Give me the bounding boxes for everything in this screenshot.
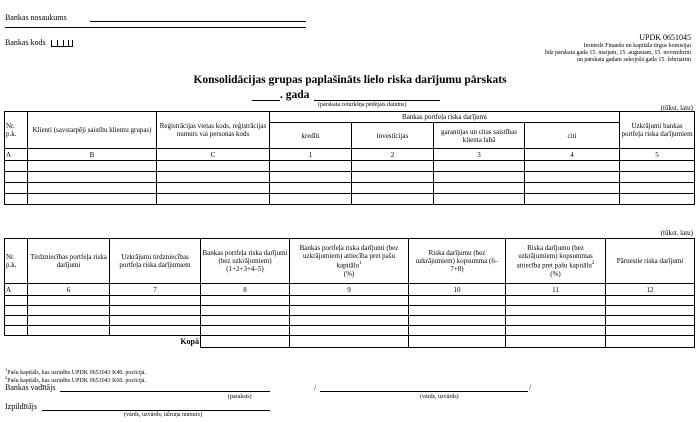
t1-header-nr: Nr. p.k. — [5, 112, 28, 149]
t1-header-investments: investīcijas — [352, 123, 434, 149]
year-field[interactable] — [252, 89, 280, 101]
bank-code-label: Bankas kods — [5, 38, 46, 47]
t1-header-clients: Klienti (savstarpēji saistītu klientu grupas) — [28, 112, 157, 149]
date-field[interactable] — [314, 89, 440, 101]
total-cell[interactable] — [201, 336, 290, 348]
submission-note — [545, 43, 691, 64]
t1-code: C — [157, 149, 270, 161]
total-cell[interactable] — [506, 336, 606, 348]
footnote-1-text: Pašu kapitāls, kas uzrādīts UPDK 0651043 K40. pozīcijā. — [7, 370, 146, 376]
footnote-mark-1: 1 — [5, 367, 8, 372]
table-row[interactable] — [5, 183, 695, 194]
footnote-mark-2: 2 — [5, 375, 8, 380]
bank-name-label: Bankas nosaukums — [5, 13, 67, 22]
t2-header-trading: Tirdzniecības portfeļa riska darījumi — [28, 239, 110, 284]
t2-header-total-ratio-text: Riska darījumu (bez uzkrājumiem) kopsummas attiecība pret pašu kapitālu — [516, 244, 593, 270]
t2-header-bank-ratio — [290, 239, 409, 284]
t1-header-guarantees: garantijas un citas saistības klienta labā — [434, 123, 525, 149]
t2-header-total-ratio — [506, 239, 606, 284]
bank-code-boxes[interactable] — [51, 40, 73, 47]
footnote-ref-1: 1 — [359, 261, 362, 267]
t2-header-bank-ratio-text: Bankas portfeļa riska darījumi (bez uzkrājumiem) attiecība pret pašu kapitālu — [299, 244, 399, 270]
total-cell[interactable] — [290, 336, 409, 348]
date-hint: (pārskata ceturkšņa pēdējais datums) — [318, 102, 407, 108]
t1-header-other: citi — [525, 123, 620, 149]
slash-left: / — [314, 383, 317, 392]
total-cell[interactable] — [409, 336, 506, 348]
submission-note-line: Iesniedz Finanšu un kapitāla tirgus komisijai — [583, 43, 691, 49]
year-suffix: . gada — [280, 89, 310, 101]
total-row — [5, 336, 695, 348]
t1-code: 2 — [352, 149, 434, 161]
table-row[interactable] — [5, 306, 695, 316]
executor-hint: (vārds, uzvārds; tālruņa numurs) — [124, 412, 202, 418]
executor-field[interactable] — [42, 402, 270, 411]
t1-code: 4 — [525, 149, 620, 161]
t2-header-bank-no-accruals: Bankas portfeļa riska darījumi (bez uzkrājumiem) (1+2+3+4–5) — [201, 239, 290, 284]
table-1 — [4, 111, 695, 205]
table-2 — [4, 238, 695, 348]
total-cell[interactable] — [606, 336, 695, 348]
currency-note-1: (tūkst. latu) — [660, 104, 693, 112]
table-row[interactable] — [5, 161, 695, 172]
total-label: Kopā — [5, 336, 201, 348]
table-row[interactable] — [5, 194, 695, 205]
t1-code: 5 — [620, 149, 695, 161]
t1-code: 1 — [270, 149, 352, 161]
t2-code: A — [5, 284, 28, 296]
t2-code-row — [5, 284, 695, 296]
t1-code: B — [28, 149, 157, 161]
signature-hint: (paraksts) — [228, 394, 252, 400]
t2-header-nr: Nr. p.k. — [5, 239, 28, 284]
t2-code: 10 — [409, 284, 506, 296]
t2-header-trading-accruals: Uzkrājumi tirdzniecības portfeļa riska darījumiem — [110, 239, 201, 284]
t2-code: 6 — [28, 284, 110, 296]
name-hint: (vārds, uzvārds) — [420, 394, 459, 400]
t2-code: 12 — [606, 284, 695, 296]
manager-signature-field[interactable] — [60, 383, 270, 392]
t1-header-bank-portfolio: Bankas portfeļa riska darījumi — [270, 112, 620, 123]
form-code: UPDK 0651045 — [639, 33, 691, 42]
table-row[interactable] — [5, 326, 695, 336]
t2-code: 11 — [506, 284, 606, 296]
t2-header-bank-ratio-pct: (%) — [343, 269, 355, 278]
currency-note-2: (tūkst. latu) — [660, 229, 693, 237]
submission-note-line: un pārskata gadam sekojošā gada 15. februārim — [576, 57, 691, 63]
slash-right: / — [529, 383, 532, 392]
executor-label: Izpildītājs — [5, 402, 37, 411]
footnote-2-text: Pašu kapitāls, kas uzrādīts UPDK 0651043 K60. pozīcijā. — [7, 378, 146, 384]
t1-header-credits: kredīti — [270, 123, 352, 149]
t2-code: 9 — [290, 284, 409, 296]
t2-header-total-ratio-pct: (%) — [550, 269, 561, 278]
t1-code: 3 — [434, 149, 525, 161]
report-date-row — [252, 89, 442, 102]
t1-header-accruals: Uzkrājumi bankas portfeļa riska darījumiem — [620, 112, 695, 149]
footnote-ref-2: 2 — [591, 261, 595, 267]
bank-code-row — [5, 38, 73, 47]
t2-header-total: Riska darījumu (bez uzkrājumiem) kopsumma (6–7+8) — [409, 239, 506, 284]
table-row[interactable] — [5, 172, 695, 183]
table-row[interactable] — [5, 296, 695, 306]
manager-label: Bankas vadītājs — [5, 383, 56, 392]
t1-code-row — [5, 149, 695, 161]
t2-code: 7 — [110, 284, 201, 296]
submission-note-line: līdz pārskata gada 15. maijam, 15. augustam, 15. novembrim — [544, 50, 691, 56]
manager-name-field[interactable] — [320, 383, 528, 392]
bank-name-field-2[interactable] — [5, 27, 306, 28]
table-row[interactable] — [5, 316, 695, 326]
t1-code: A — [5, 149, 28, 161]
t2-header-transferred: Pārnestie riska darījumi — [606, 239, 695, 284]
t2-code: 8 — [201, 284, 290, 296]
report-title: Konsolidācijas grupas paplašināts lielo riska darījumu pārskats — [193, 74, 507, 86]
t1-header-registration: Reģistrācijas vietas kods, reģistrācijas numurs vai personas kods — [157, 112, 270, 149]
bank-name-field[interactable] — [90, 13, 306, 22]
